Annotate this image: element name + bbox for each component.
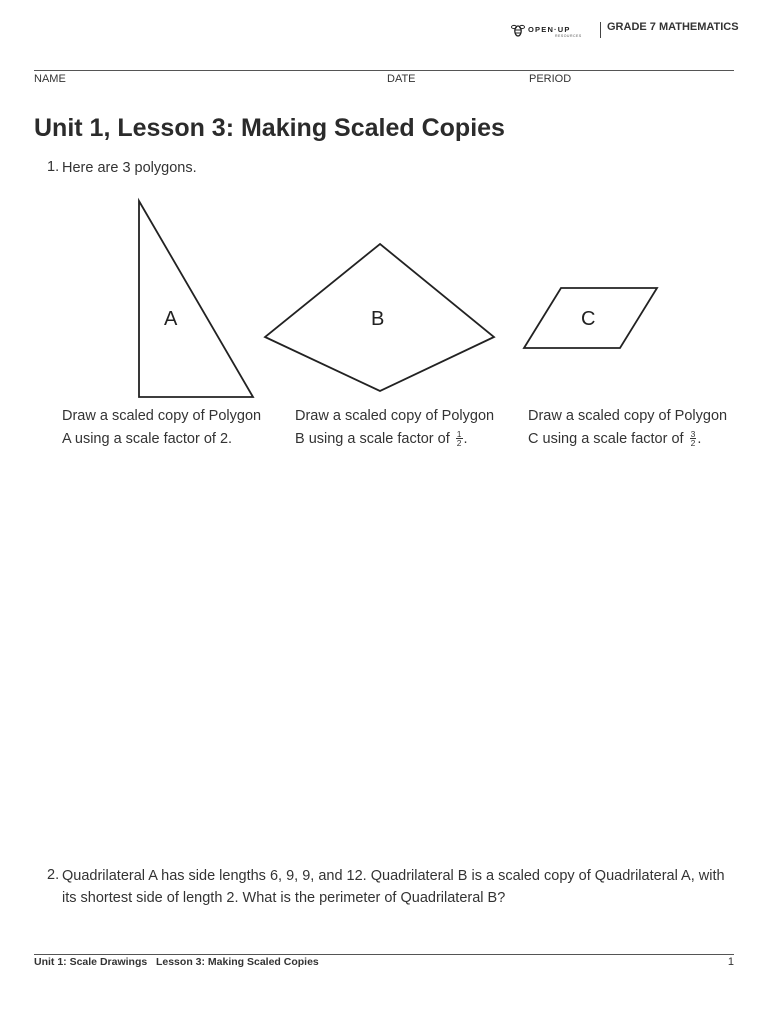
period-label: PERIOD [529,73,572,85]
open-up-logo [511,22,591,40]
logo-subtext: RESOURCES [555,34,582,38]
caption-b-line-2 [295,428,510,451]
caption-c-period: . [697,431,702,447]
fraction-denominator: 2 [456,437,462,448]
grade-label: GRADE 7 MATHEMATICS [607,21,739,33]
fraction-denominator: 2 [690,437,696,448]
polygon-a [139,201,253,397]
page-title: Unit 1, Lesson 3: Making Scaled Copies [34,114,505,142]
caption-b-line-2-text: B using a scale factor of [295,431,450,447]
question-2-line-1: Quadrilateral A has side lengths 6, 9, 9, and 12. Quadrilateral B is a scaled copy of Quadrilateral A, with [62,868,725,884]
caption-a-line-1: Draw a scaled copy of Polygon [62,408,262,424]
question-2-number: 2. [47,867,60,883]
polygon-b-caption [295,405,510,451]
fraction-numerator: 3 [690,428,696,439]
question-1-text: Here are 3 polygons. [62,160,197,176]
caption-c-line-2-text: C using a scale factor of [528,431,684,447]
polygon-a-label: A [164,308,178,330]
caption-b-line-1: Draw a scaled copy of Polygon [295,408,495,424]
caption-a-line-2: A using a scale factor of 2. [62,431,233,447]
question-2-line-2: its shortest side of length 2. What is the perimeter of Quadrilateral B? [62,890,506,906]
fraction-three-halves [690,430,697,447]
fraction-one-half [456,430,463,447]
polygon-c-caption [528,405,743,451]
bee-icon [511,23,525,39]
caption-c-line-1: Draw a scaled copy of Polygon [528,408,728,424]
question-1-number: 1. [47,159,60,175]
polygons-figure [0,190,768,405]
polygon-a-caption [62,405,277,451]
footer-lesson: Lesson 3: Making Scaled Copies [155,956,319,968]
date-label: DATE [387,73,416,85]
footer-unit: Unit 1: Scale Drawings [34,956,148,968]
polygon-c-label: C [581,308,596,330]
name-label: NAME [34,73,66,85]
footer-rule [34,954,734,955]
caption-b-period: . [463,431,468,447]
page-number: 1 [727,956,734,968]
caption-c-line-2 [528,428,743,451]
polygon-b-label: B [371,308,385,330]
footer-label [34,956,319,968]
question-2-text [62,865,742,909]
header-rule [34,70,734,71]
logo-text: OPEN·UP [528,25,571,34]
fraction-numerator: 1 [456,428,462,439]
header-separator [600,22,601,38]
